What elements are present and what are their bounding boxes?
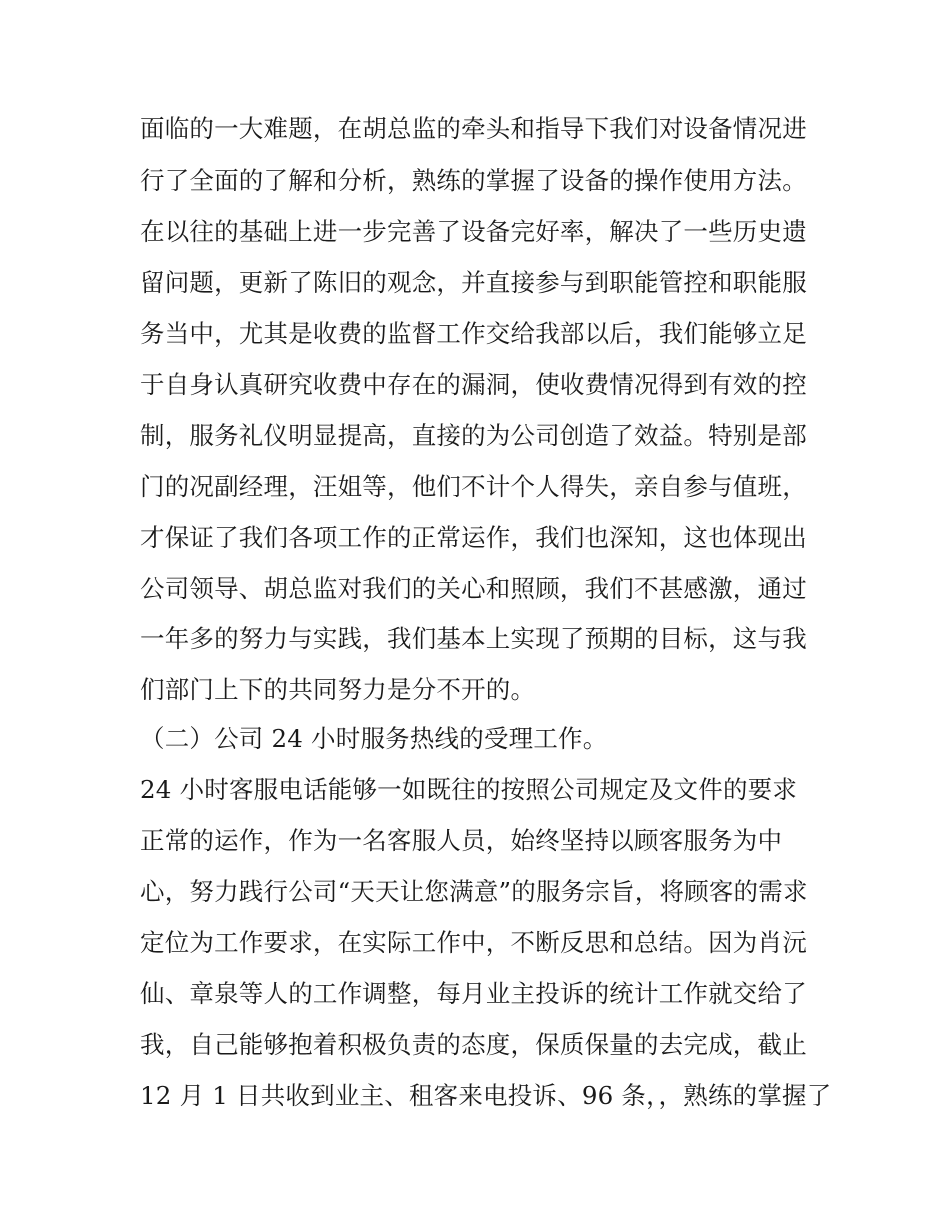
paragraph-line: 仙、章泉等人的工作调整，每月业主投诉的统计工作就交给了 bbox=[140, 979, 807, 1008]
paragraph-line: 们部门上下的共同努力是分不开的。 bbox=[140, 675, 536, 704]
paragraph-line: 定位为工作要求，在实际工作中，不断反思和总结。因为肖沅 bbox=[140, 928, 807, 957]
paragraph-line: 心，努力践行公司“天天让您满意”的服务宗旨，将顾客的需求 bbox=[140, 877, 808, 906]
paragraph-line: 面临的一大难题，在胡总监的牵头和指导下我们对设备情况进 bbox=[140, 114, 807, 143]
paragraph-line: 留问题，更新了陈旧的观念，并直接参与到职能管控和职能服 bbox=[140, 268, 807, 297]
paragraph-line: 行了全面的了解和分析，熟练的掌握了设备的操作使用方法。 bbox=[140, 166, 807, 195]
paragraph-line: 于自身认真研究收费中存在的漏洞，使收费情况得到有效的控 bbox=[140, 370, 807, 399]
paragraph-line: 12 月 1 日共收到业主、租客来电投诉、96 条，，熟练的掌握了 bbox=[140, 1081, 832, 1110]
paragraph-line: 务当中，尤其是收费的监督工作交给我部以后，我们能够立足 bbox=[140, 319, 807, 348]
paragraph-line: 公司领导、胡总监对我们的关心和照顾，我们不甚感激，通过 bbox=[140, 574, 807, 603]
paragraph-line: 门的况副经理，汪姐等，他们不计个人得失，亲自参与值班， bbox=[140, 472, 807, 501]
paragraph-line: 一年多的努力与实践，我们基本上实现了预期的目标，这与我 bbox=[140, 624, 807, 653]
paragraph-line: 24 小时客服电话能够一如既往的按照公司规定及文件的要求 bbox=[140, 775, 798, 804]
paragraph-line: 制，服务礼仪明显提高，直接的为公司创造了效益。特别是部 bbox=[140, 421, 807, 450]
paragraph-line: 我，自己能够抱着积极负责的态度，保质保量的去完成，截止 bbox=[140, 1030, 807, 1059]
paragraph-line: 在以往的基础上进一步完善了设备完好率，解决了一些历史遗 bbox=[140, 217, 807, 246]
paragraph-line: 正常的运作，作为一名客服人员，始终坚持以顾客服务为中 bbox=[140, 826, 783, 855]
paragraph-line: 才保证了我们各项工作的正常运作，我们也深知，这也体现出 bbox=[140, 523, 807, 552]
section-heading: （二）公司 24 小时服务热线的受理工作。 bbox=[140, 724, 608, 753]
